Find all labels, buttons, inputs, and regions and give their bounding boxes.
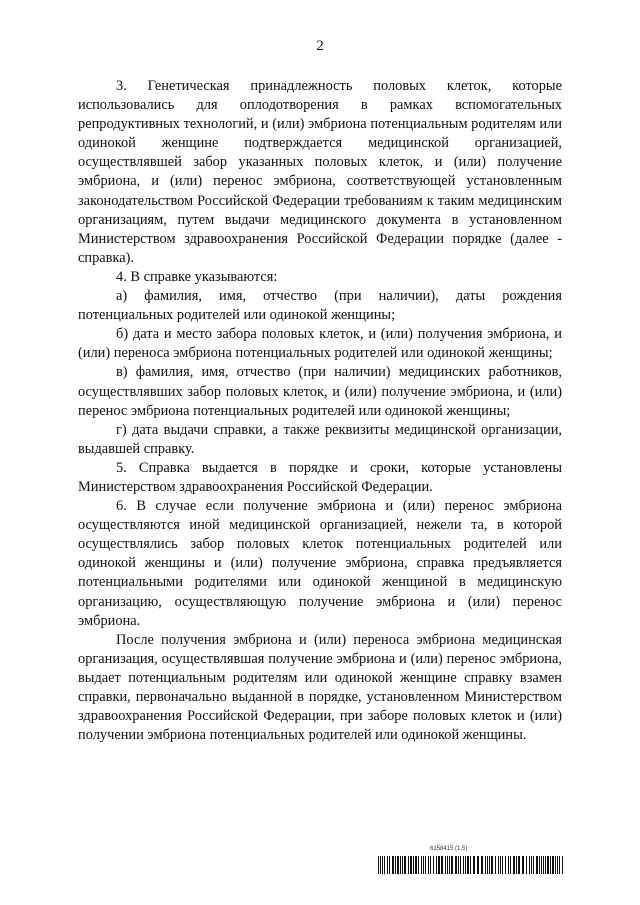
document-code: 6158415 (1.5): [430, 846, 468, 852]
paragraph-4: 4. В справке указываются:: [116, 268, 278, 285]
paragraph-3: 3. Генетическая принадлежность половых клеток, которые использовались для оплодотворения в рамках вспомогательных репродуктивных технологий, и (или) эмбриона потенциальным родителям или одинокой женщине подтверждается медицинской организацией, осуществлявшей забор указанных половых клеток, и (или) получение эмбриона, и (или) перенос эмбриона, соответствующей установленным законодательством Российской Федерации требованиям к таким медицинским организациям, путем выдачи медицинского документа в установленном Министерством здравоохранения Российской Федерации порядке (далее - справка).: [78, 78, 562, 266]
barcode: [378, 856, 564, 874]
paragraph-4b: б) дата и место забора половых клеток, и (или) получения эмбриона, и (или) переноса эмбриона потенциальных родителей или одинокой женщины;: [78, 326, 562, 362]
document-body: [78, 77, 562, 745]
paragraph-4g: г) дата выдачи справки, а также реквизиты медицинской организации, выдавшей справку.: [78, 421, 562, 457]
paragraph-4v: в) фамилия, имя, отчество (при наличии) медицинских работников, осуществлявших забор половых клеток, и (или) получение эмбриона, и (или) перенос эмбриона потенциальных родителей или одинокой женщины;: [78, 364, 562, 419]
page-number: 2: [316, 38, 324, 54]
paragraph-6-continuation: После получения эмбриона и (или) переноса эмбриона медицинская организация, осуществлявшая получение эмбриона и (или) перенос эмбриона, выдает потенциальным родителям или одинокой женщине справку взамен справки, первоначально выданной в порядке, установленном Министерством здравоохранения Российской Федерации, при заборе половых клеток и (или) получении эмбриона потенциальных родителей или одинокой женщины.: [78, 631, 562, 744]
paragraph-6: 6. В случае если получение эмбриона и (или) перенос эмбриона осуществляются иной медицинской организацией, нежели та, в которой осуществлялись забор половых клеток потенциальных родителей или одинокой женщины и (или) получение эмбриона, справка предъявляется потенциальными родителями или одинокой женщиной в медицинскую организацию, осуществляющую получение эмбриона и (или) перенос эмбриона.: [78, 498, 562, 629]
paragraph-4a: а) фамилия, имя, отчество (при наличии), даты рождения потенциальных родителей или одинокой женщины;: [78, 288, 562, 324]
paragraph-5: 5. Справка выдается в порядке и сроки, которые установлены Министерством здравоохранения Российской Федерации.: [78, 459, 562, 495]
